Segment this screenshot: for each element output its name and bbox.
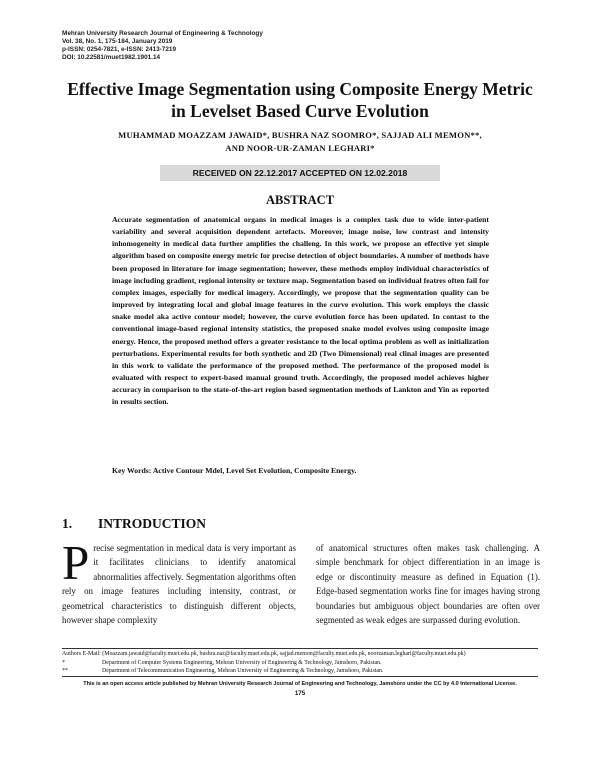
journal-volume: Vol. 38, No. 1, 175-184, January 2019 (62, 38, 173, 45)
footer-divider (62, 676, 538, 677)
section-heading-introduction (62, 516, 206, 532)
introduction-column-right: of anatomical structures often makes task challenging. A simple benchmark for object differentiation in an image is edge or discontinuity measure as defined in Equation (1). Edge-based segmentation works fine for images having strong boundaries but ambiguous object boundaries are often over segmented as weak edges are surpassed during evolution. (316, 543, 540, 626)
section-title: INTRODUCTION (98, 516, 207, 531)
introduction-column-left (62, 535, 296, 627)
section-number: 1. (62, 516, 73, 531)
author-list (70, 129, 530, 155)
affiliation-text-1: Department of Computer Systems Engineering, Mehran University of Engineering & Technology, Jamshoro, Pakistan. (102, 659, 382, 666)
abstract-body: Accurate segmentation of anatomical organs in medical images is a complex task due to wide inter-patient variability and several acquisition dependent artefacts. Moreover, image noise, low contrast and intensity inhomogeneity in medical data further amplifies the challeng. In this work, we propose an effective yet simple algorithm based on composite energy metric for precise detection of object boundaries. A number of methods have been proposed in literature for image segmentation; however, these methods employ individual characteristics of image including gradient, regional intensity or texture map. Segmentation based on individual featres often fail for complex images, especially for medical imagery. Accordingly, we propose that the segmentation quality can be improved by integrating local and global image features in the curve evolution. This work employs the classic snake model aka active contour model; however, the curve evolution force has been updated. In contast to the conventional image-based regional intensity statistics, the proposed snake model evolves using composite image energy. Hence, the proposed method offers a greater resistance to the local optima problem as well as initialization perturbations. Experimental results for both synthetic and 2D (Two Dimensional) real clinal images are presented in this work to validate the performance of the proposed method. The performance of the proposed model is evaluated with respect to expert-based manual ground truth. Accordingly, the proposed model achieves higher accuracy in comparison to the state-of-the-art region based segmentation methods of Lankton and Yin as reported in results section. (112, 215, 489, 407)
paper-title (40, 78, 560, 122)
journal-name: Mehran University Research Journal of Engineering & Technology (62, 30, 263, 37)
author-emails: Authors E-Mail: (Moazzam.jawaid@faculty.muet.edu.pk, bushra.naz@faculty.muet.edu.pk, sajjad.memon@faculty.muet.edu.pk, noorzaman.leghari@faculty.muet.edu.pk) (62, 651, 466, 657)
journal-doi: DOI: 10.22581/muet1982.1901.14 (62, 54, 161, 61)
affiliation-mark-2: ** (62, 668, 68, 675)
authors-line-2: AND NOOR-UR-ZAMAN LEGHARI* (225, 143, 375, 153)
footnotes (62, 650, 542, 676)
introduction-text-left: recise segmentation in medical data is very important as it facilitates clinicians to identify anatomical abnormalities affectively. Segmentation algorithms often rely on image features including intensity, contrast, or geometrical characteristics to distinguish different objects, however shape complexity (62, 543, 296, 626)
page-number: 175 (294, 690, 306, 697)
received-accepted-banner: RECEIVED ON 22.12.2017 ACCEPTED ON 12.02.2018 (160, 165, 440, 181)
affiliation-mark-1: * (62, 659, 65, 666)
affiliation-2 (62, 667, 542, 676)
paper-title-line-2: in Levelset Based Curve Evolution (171, 101, 429, 121)
authors-line-1: MUHAMMAD MOAZZAM JAWAID*, BUSHRA NAZ SOOMRO*, SAJJAD ALI MEMON**, (118, 130, 482, 140)
footnote-divider (62, 648, 538, 649)
affiliation-text-2: Department of Telecommunication Engineering, Mehran University of Engineering & Technology, Jamshoro, Pakistan. (102, 668, 384, 675)
affiliation-1 (62, 659, 542, 668)
keywords-text: Active Contour Mdel, Level Set Evolution, Composite Energy. (152, 466, 357, 475)
license-footer: This is an open access article published by Mehran University Research Journal of Engineering and Technology, Jamshoro under the CC by 4.0 International License. (83, 681, 517, 687)
journal-issn: p-ISSN: 0254-7821, e-ISSN: 2413-7219 (62, 46, 177, 53)
journal-header (62, 30, 263, 62)
paper-title-line-1: Effective Image Segmentation using Composite Energy Metric (67, 79, 533, 99)
keywords-label: Key Words: (112, 466, 152, 475)
keywords (112, 466, 356, 475)
drop-cap: P (62, 535, 90, 590)
abstract-heading: ABSTRACT (265, 193, 335, 207)
